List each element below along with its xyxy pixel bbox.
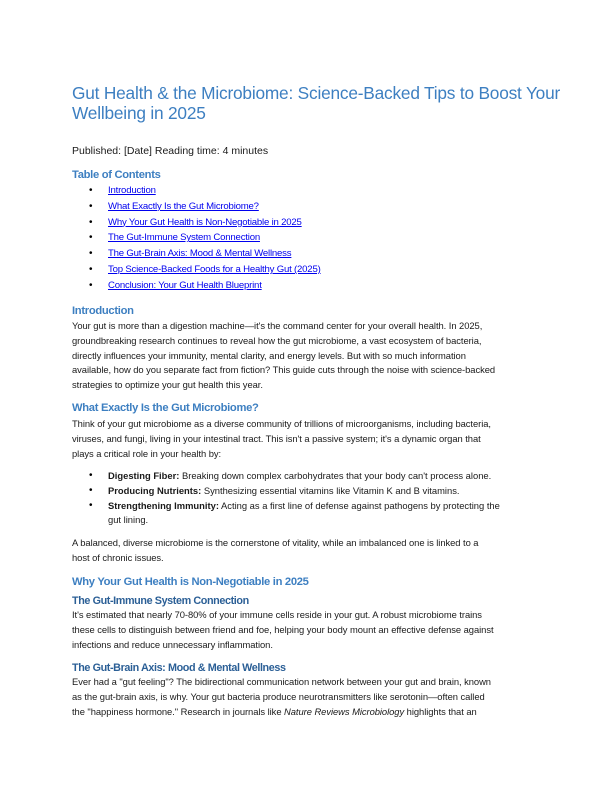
toc-item [72, 262, 321, 278]
microbiome-heading: What Exactly Is the Gut Microbiome? [72, 402, 259, 414]
toc-link-foods[interactable]: Top Science-Backed Foods for a Healthy Gut (2025) [108, 263, 321, 275]
item-text: Acting as a first line of defense against pathogens by protecting the [218, 499, 500, 511]
toc-item [72, 230, 321, 246]
text-line: these cells to distinguish between friend and foe, helping your body mount an effective defense against [72, 623, 494, 635]
toc-link-why[interactable]: Why Your Gut Health is Non-Negotiable in 2025 [108, 216, 302, 228]
toc-item [72, 183, 321, 199]
title-line: Gut Health & the Microbiome: Science-Backed Tips to Boost Your [72, 83, 561, 103]
text-line: Your gut is more than a digestion machine—it's the command center for your overall health. In 2025, [72, 320, 483, 331]
text-line: available, how do you separate fact from fiction? This guide cuts through the noise with science-backed [72, 364, 496, 376]
text-run: highlights that an [404, 705, 477, 717]
item-term: Digesting Fiber: [108, 470, 180, 481]
microbiome-paragraph [72, 417, 491, 461]
table-of-contents [72, 183, 321, 294]
text-line: strategies to optimize your gut health this year. [72, 379, 263, 391]
journal-name: Nature Reviews Microbiology [284, 705, 405, 717]
list-item [72, 499, 500, 529]
publish-meta: Published: [Date] Reading time: 4 minutes [72, 145, 269, 157]
why-heading: Why Your Gut Health is Non-Negotiable in 2025 [72, 576, 309, 588]
text-line: directly influences your immunity, mental clarity, and energy levels. But with so much information [72, 349, 466, 361]
item-term: Producing Nutrients: [108, 484, 202, 496]
toc-link-immune[interactable]: The Gut-Immune System Connection [108, 232, 260, 244]
text-line: groundbreaking research continues to reveal how the gut microbiome, a vast ecosystem of bacteria, [72, 334, 482, 346]
toc-item [72, 246, 321, 262]
item-text: gut lining. [108, 514, 149, 526]
text-line: infections and reduce unnecessary inflammation. [72, 638, 273, 650]
text-line: plays a critical role in your health by: [72, 447, 222, 459]
item-text: Synthesizing essential vitamins like Vitamin K and B vitamins. [201, 484, 460, 496]
brain-paragraph [72, 675, 491, 719]
page-title [72, 83, 560, 123]
toc-link-brain[interactable]: The Gut-Brain Axis: Mood & Mental Wellness [108, 248, 292, 260]
brain-heading: The Gut-Brain Axis: Mood & Mental Wellness [72, 662, 286, 674]
item-text: Breaking down complex carbohydrates that your body can't process alone. [179, 470, 492, 481]
list-item [72, 469, 500, 484]
text-line: host of chronic issues. [72, 551, 164, 563]
text-run: the "happiness hormone." Research in journals like [72, 705, 285, 717]
toc-item [72, 215, 321, 231]
text-line: Ever had a "gut feeling"? The bidirectional communication network between your gut and brain, known [72, 676, 491, 687]
immune-paragraph [72, 608, 494, 652]
intro-heading: Introduction [72, 305, 134, 317]
text-line: It's estimated that nearly 70-80% of your immune cells reside in your gut. A robust microbiome trains [72, 609, 482, 620]
intro-paragraph [72, 319, 495, 393]
toc-item [72, 278, 321, 294]
item-term: Strengthening Immunity: [108, 499, 219, 511]
toc-item [72, 199, 321, 215]
toc-link-microbiome[interactable]: What Exactly Is the Gut Microbiome? [108, 200, 259, 212]
text-line: viruses, and fungi, living in your intestinal tract. This isn't a passive system; it's a dynamic organ that [72, 432, 481, 444]
toc-link-introduction[interactable]: Introduction [108, 185, 156, 196]
microbiome-roles-list [72, 469, 500, 528]
toc-heading: Table of Contents [72, 169, 161, 181]
title-line: Wellbeing in 2025 [72, 103, 206, 123]
list-item [72, 484, 500, 499]
text-line: A balanced, diverse microbiome is the cornerstone of vitality, while an imbalanced one is linked to a [72, 537, 479, 548]
text-line: Think of your gut microbiome as a diverse community of trillions of microorganisms, including bacteria, [72, 418, 491, 429]
immune-heading: The Gut-Immune System Connection [72, 595, 249, 607]
text-line [72, 705, 491, 720]
microbiome-closing [72, 536, 478, 566]
toc-link-conclusion[interactable]: Conclusion: Your Gut Health Blueprint [108, 279, 262, 291]
text-line: as the gut-brain axis, is why. Your gut bacteria produce neurotransmitters like serotonin—often called [72, 690, 485, 702]
